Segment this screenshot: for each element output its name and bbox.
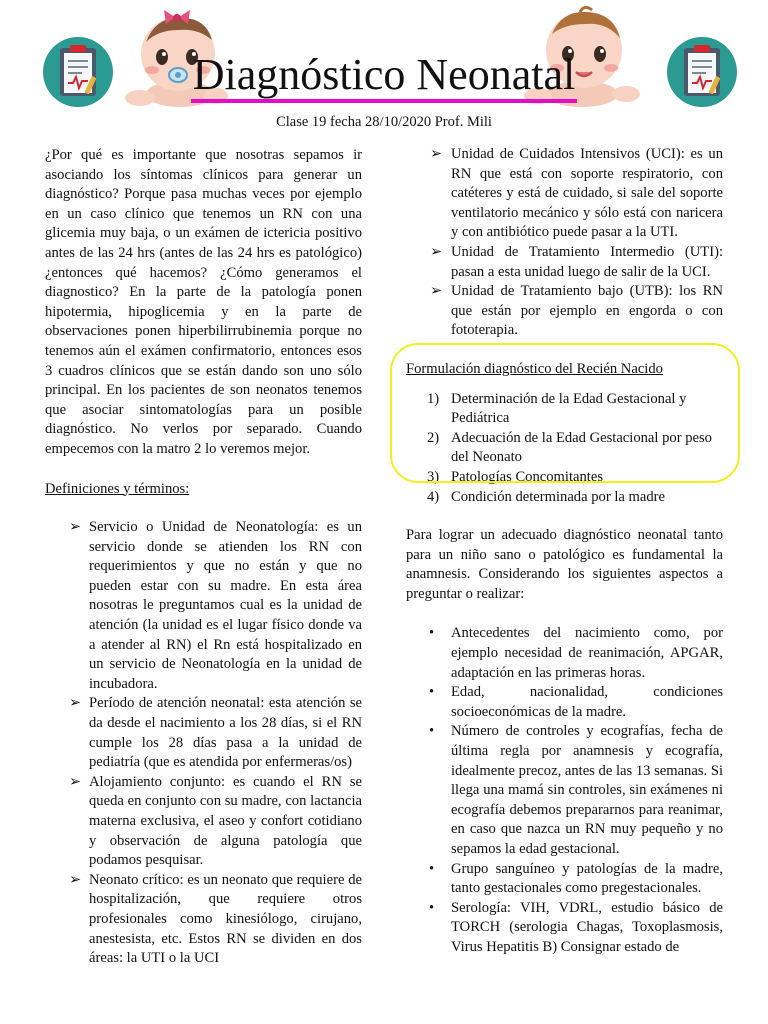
list-item: ➢ Unidad de Cuidados Intensivos (UCI): es un RN que está con soporte respiratorio, con catéteres y está de cuidado, si sale del soporte ventilatorio mecánico y sólo está con naricera y con antibiótico puede pasar a la UTI. [430,146,723,241]
aspects-list [406,624,723,957]
left-column [45,146,362,969]
bullet-dot-icon: • [429,723,435,740]
list-item: 4) Condición determinada por la madre [427,488,665,505]
units-list [406,145,723,341]
arrow-bullet-icon: ➢ [69,773,82,790]
right-column [406,145,723,958]
document-subtitle: Clase 19 fecha 28/10/2020 Prof. Mili [276,114,492,130]
highlight-circle [390,343,740,483]
list-item: • Grupo sanguíneo y patologías de la madre, tanto gestacionales como pregestacionales. [429,860,723,897]
definitions-list [45,518,362,969]
bullet-dot-icon: • [429,860,435,877]
document-title: Diagnóstico Neonatal [0,50,768,100]
list-item: • Antecedentes del nacimiento como, por ejemplo necesidad de reanimación, APGAR, adaptación en las primeras horas. [429,625,723,681]
list-item: • Número de controles y ecografías, fecha de última regla por anamnesis y ecografía, idealmente precoz, antes de las 13 semanas. Si llega una mamá sin controles, sin exámenes ni ecografía debemos prepararnos para reanimar, en caso que nazca un RN muy pequeño y no sepamos la edad gestacional. [429,723,723,857]
list-item: • Edad, nacionalidad, condiciones socioeconómicas de la madre. [429,684,723,720]
intro-paragraph: ¿Por qué es importante que nosotras sepamos ir asociando los síntomas clínicos para generar un diagnóstico? Porque pasa muchas veces por ejemplo en un caso clínico que tenemos un RN con una glicemia muy baja, o un exámen de ictericia positivo antes de las 24 hrs (antes de las 24 hrs es patológico) ¿entonces qué hacemos? ¿Cómo generamos el diagnostico? En la parte de la patología ponen hipotermia, hipoglicemia y en la parte de observaciones ponen hiperbilirrubinemia porque no tenemos aún el exámen confirmatorio, entonces esos 3 cuadros clínicos que se están dando son uno sólo principal. En los pacientes de son neonatos tenemos que asociar sintomatologías para un posible diagnóstico. No verlos por separado. Cuando empecemos con la matro 2 lo veremos mejor. [45,147,362,457]
list-item: ➢ Período de atención neonatal: esta atención se da desde el nacimiento a los 28 días, si el RN cumple los 28 días pasa a la unidad de pediatría (que es atendida por enfermeras/os) [69,695,362,771]
list-item: ➢ Servicio o Unidad de Neonatología: es un servicio donde se atienden los RN con requerimientos y que no están y que no pueden estar con su madre. En esta área nosotras le preguntamos cual es la unidad de atención (la unidad es el lugar físico donde va a atender al RN) el Rn está hospitalizado en un servicio de Neonatología en la unidad de incubadora. [69,519,362,692]
list-item: • Serología: VIH, VDRL, estudio básico de TORCH (serologia Chagas, Toxoplasmosis, Virus Hepatitis B) Consignar estado de [429,899,723,955]
arrow-bullet-icon: ➢ [430,243,443,260]
formulation-heading: Formulación diagnóstico del Recién Nacido [406,360,663,377]
list-item: ➢ Alojamiento conjunto: es cuando el RN se queda en conjunto con su madre, con lactancia materna exclusiva, el aseo y confort cotidiano y observación de alguna patología que podamos pesquisar. [69,773,362,869]
list-item: ➢ Unidad de Tratamiento bajo (UTB): los RN que están por ejemplo en engorda o con fototerapia. [430,283,723,339]
bullet-dot-icon: • [429,899,435,916]
bullet-dot-icon: • [429,684,435,701]
anamnesis-paragraph: Para lograr un adecuado diagnóstico neonatal tanto para un niño sano o patológico es fundamental la anamnesis. Considerando los siguientes aspectos a preguntar o realizar: [406,527,723,602]
arrow-bullet-icon: ➢ [69,871,82,888]
arrow-bullet-icon: ➢ [69,695,82,712]
list-item: 2) Adecuación de la Edad Gestacional por peso del Neonato [427,429,712,466]
arrow-bullet-icon: ➢ [430,283,443,300]
list-item: 3) Patologías Concomitantes [427,468,604,485]
list-item: ➢ Unidad de Tratamiento Intermedio (UTI): pasan a esta unidad luego de salir de la UCI. [430,243,723,280]
list-item: ➢ Neonato crítico: es un neonato que requiere de hospitalización, que requiere otros profesionales como kinesiólogo, cirujano, anestesista, etc. Estos RN se dividen en dos áreas: la UTI o la UCI [69,871,362,967]
bullet-dot-icon: • [429,625,435,642]
definitions-heading: Definiciones y términos: [45,480,190,497]
list-item: 1) Determinación de la Edad Gestacional y Pediátrica [427,390,687,427]
arrow-bullet-icon: ➢ [430,146,443,162]
arrow-bullet-icon: ➢ [69,519,82,536]
